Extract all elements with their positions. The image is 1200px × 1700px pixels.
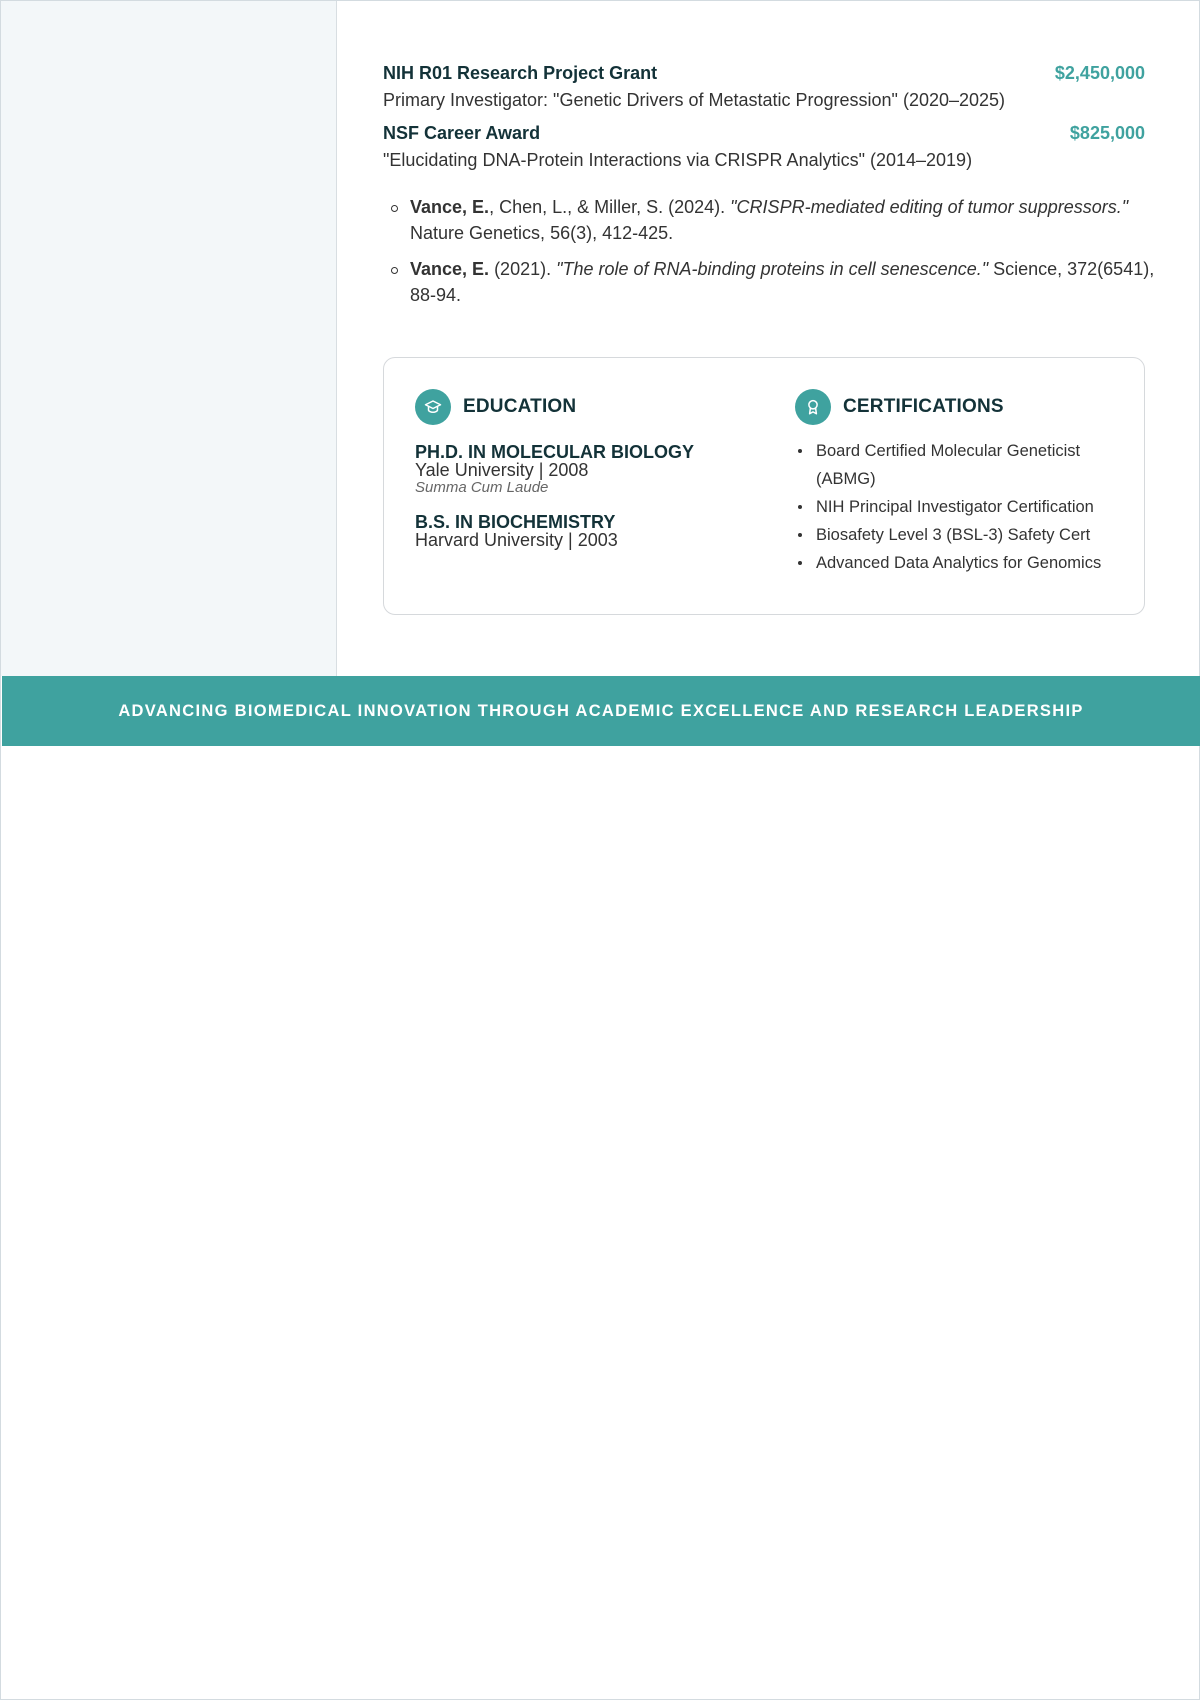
education-section (415, 389, 755, 549)
publication-item (410, 194, 1172, 246)
education-certifications-card (383, 357, 1145, 615)
degree-honor: Summa Cum Laude (415, 479, 549, 496)
degree-school: Harvard University | 2003 (415, 530, 618, 550)
education-heading: EDUCATION (463, 396, 577, 417)
bullet-dot-icon (798, 561, 802, 565)
publication-author: Vance, E. (410, 197, 490, 217)
certifications-section (795, 389, 1125, 577)
grant-description: Primary Investigator: "Genetic Drivers of Metastatic Progression" (2020–2025) (383, 90, 1006, 110)
publication-details: (2021). (489, 259, 557, 279)
bullet-dot-icon (798, 449, 802, 453)
certifications-heading: CERTIFICATIONS (843, 396, 1004, 417)
publication-source: Nature Genetics, 56(3), 412-425. (410, 223, 674, 243)
circle-bullet-icon (391, 267, 398, 274)
grant-item (383, 122, 1145, 171)
footer-banner (2, 676, 1200, 746)
circle-bullet-icon (391, 205, 398, 212)
publication-title: "CRISPR-mediated editing of tumor suppressors." (730, 197, 1129, 217)
certification-item (816, 549, 1125, 577)
publication-details: , Chen, L., & Miller, S. (2024). (489, 197, 731, 217)
certification-item (816, 493, 1125, 521)
grant-amount: $825,000 (1069, 123, 1145, 143)
grant-title: NSF Career Award (383, 123, 541, 143)
degree-title: PH.D. IN MOLECULAR BIOLOGY (415, 442, 694, 462)
publication-list (383, 194, 1172, 318)
certifications-header (795, 389, 1125, 425)
publication-source: Science, 372(6541), 88-94. (410, 259, 1155, 305)
publication-item (410, 256, 1172, 308)
certification-label: Board Certified Molecular Geneticist (ABMG) (816, 442, 1081, 488)
certification-item (816, 437, 1125, 493)
education-header (415, 389, 755, 425)
grant-item (383, 62, 1145, 111)
graduation-cap-icon (415, 389, 451, 425)
banner-tagline: ADVANCING BIOMEDICAL INNOVATION THROUGH ACADEMIC EXCELLENCE AND RESEARCH LEADERSHIP (118, 701, 1084, 720)
bullet-dot-icon (798, 533, 802, 537)
grant-title: NIH R01 Research Project Grant (383, 63, 658, 83)
certification-list (795, 437, 1125, 577)
degree-school: Yale University | 2008 (415, 460, 589, 480)
award-ribbon-icon (795, 389, 831, 425)
publication-title: "The role of RNA-binding proteins in cell senescence." (556, 259, 989, 279)
certification-item (816, 521, 1125, 549)
certification-label: NIH Principal Investigator Certification (816, 498, 1094, 516)
certification-label: Advanced Data Analytics for Genomics (816, 554, 1102, 572)
certification-label: Biosafety Level 3 (BSL-3) Safety Cert (816, 526, 1091, 544)
grant-amount: $2,450,000 (1054, 63, 1145, 83)
bullet-dot-icon (798, 505, 802, 509)
degree-title: B.S. IN BIOCHEMISTRY (415, 512, 616, 532)
sidebar-panel (1, 1, 337, 676)
degree-item (415, 443, 755, 497)
grant-description: "Elucidating DNA-Protein Interactions via CRISPR Analytics" (2014–2019) (383, 150, 973, 170)
degree-item (415, 513, 755, 549)
publication-author: Vance, E. (410, 259, 490, 279)
